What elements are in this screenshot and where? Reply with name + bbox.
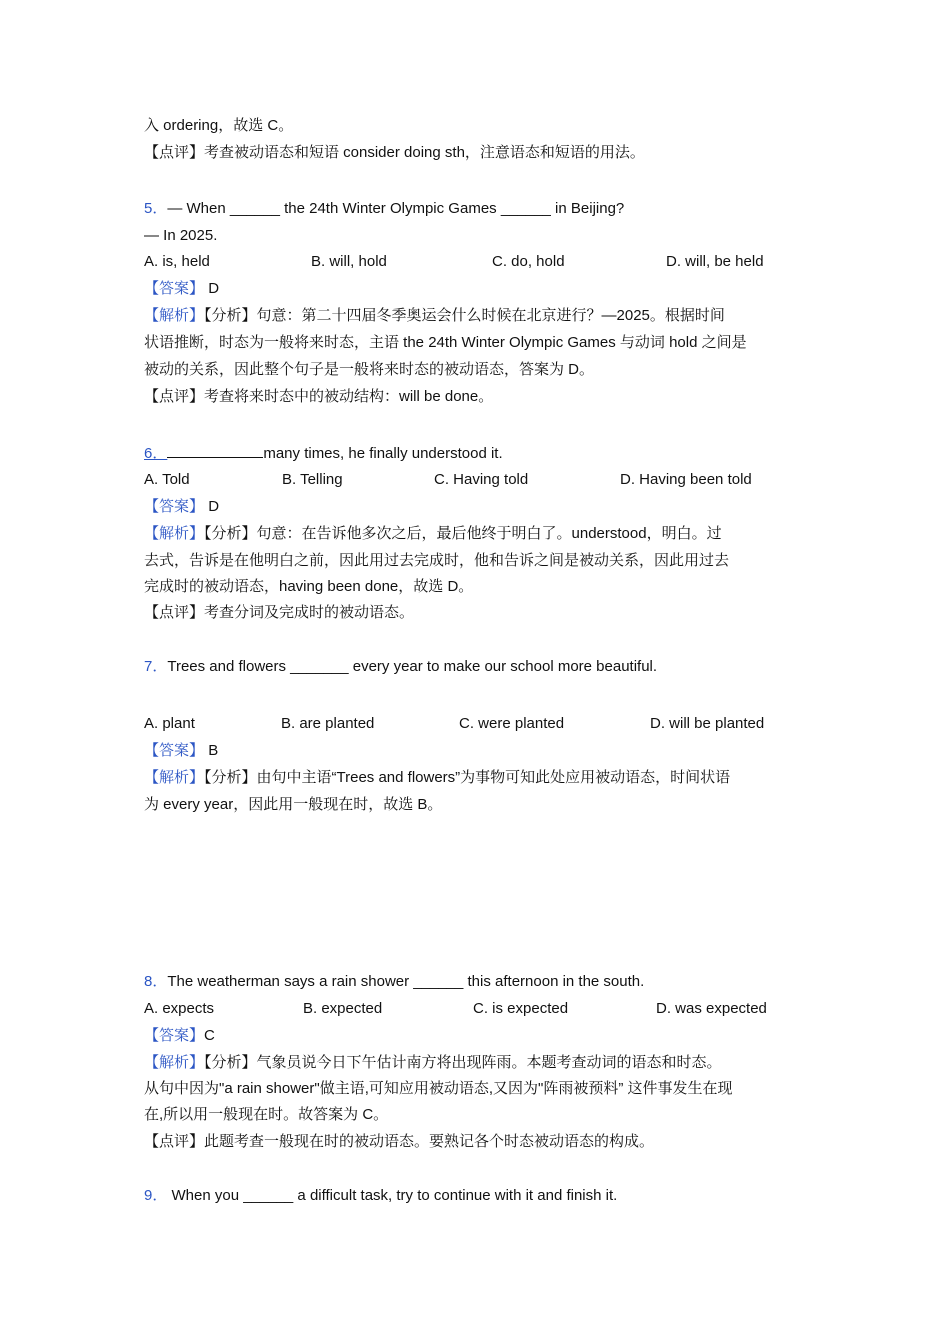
q7-analysis-l1: 【分析】由句中主语“Trees and flowers”为事物可知此处应用被动语态，时间状语 (204, 769, 731, 786)
q7-option-c: C. were planted (459, 715, 565, 732)
q8-stem-line (144, 972, 644, 992)
prev-line: 入 ordering，故选 C。 (144, 117, 294, 134)
q6-answer-tag: 【答案】 (144, 498, 205, 515)
q8-stem: The weatherman says a rain shower ______ this afternoon in the south. (167, 973, 645, 990)
q9-stem-line (144, 1186, 617, 1206)
q5-answer-value: D (208, 280, 220, 297)
q6-option-b: B. Telling (282, 471, 343, 488)
q8-answer-value: C (204, 1027, 215, 1044)
q5-stem2: — In 2025. (144, 227, 218, 244)
q8-analysis-tag: 【解析】 (144, 1054, 205, 1071)
q8-number: 8． (144, 973, 168, 990)
q6-comment: 【点评】考查分词及完成时的被动语态。 (144, 604, 415, 621)
q5-answer-tag: 【答案】 (144, 280, 205, 297)
q5-stem-line (144, 199, 624, 219)
q7-stem: Trees and flowers _______ every year to make our school more beautiful. (167, 658, 658, 675)
q8-option-b: B. expected (303, 1000, 383, 1017)
q6-stem-line (144, 443, 503, 464)
q6-option-a: A. Told (144, 471, 190, 488)
q6-analysis (144, 524, 722, 544)
q7-stem-line (144, 657, 657, 677)
q6-analysis-l2: 去式，告诉是在他明白之前，因此用过去完成时，他和告诉之间是被动关系，因此用过去 (144, 552, 730, 569)
q6-analysis-l3: 完成时的被动语态，having been done，故选 D。 (144, 578, 474, 595)
q5-analysis (144, 306, 725, 326)
q6-option-c: C. Having told (434, 471, 529, 488)
q5-analysis-l2: 状语推断，时态为一般将来时态，主语 the 24th Winter Olympic Games 与动词 hold 之间是 (144, 334, 747, 351)
q8-analysis (144, 1053, 722, 1073)
q8-option-a: A. expects (144, 1000, 215, 1017)
q5-option-b: B. will, hold (311, 253, 387, 270)
q6-analysis-l1: 【分析】句意：在告诉他多次之后，最后他终于明白了。understood，明白。过 (204, 525, 722, 542)
q6-option-d: D. Having been told (620, 471, 752, 488)
q8-answer-tag: 【答案】 (144, 1027, 205, 1044)
q6-stem: many times, he finally understood it. (263, 445, 503, 462)
q8-answer (144, 1026, 215, 1046)
q7-option-b: B. are planted (281, 715, 375, 732)
q9-stem: When you ______ a difficult task, try to continue with it and finish it. (167, 1187, 618, 1204)
q7-analysis-tag: 【解析】 (144, 769, 205, 786)
q5-number: 5． (144, 200, 168, 217)
q5-answer (144, 279, 219, 299)
q7-analysis (144, 768, 730, 788)
q5-option-a: A. is, held (144, 253, 210, 270)
q7-option-d: D. will be planted (650, 715, 765, 732)
q5-option-d: D. will, be held (666, 253, 764, 270)
q6-answer (144, 497, 219, 517)
q6-number: 6． (144, 445, 168, 462)
q7-answer-tag: 【答案】 (144, 742, 205, 759)
q7-analysis-l2: 为 every year，因此用一般现在时，故选 B。 (144, 796, 443, 813)
q5-analysis-l1: 【分析】句意：第二十四届冬季奥运会什么时候在北京进行？—2025。根据时间 (204, 307, 725, 324)
q5-comment: 【点评】考查将来时态中的被动结构：will be done。 (144, 388, 494, 405)
q7-answer-value: B (208, 742, 219, 759)
q7-answer (144, 741, 218, 761)
q6-blank (167, 443, 263, 458)
q5-stem: — When ______ the 24th Winter Olympic Games ______ in Beijing? (167, 200, 625, 217)
q8-analysis-l2: 从句中因为"a rain shower"做主语,可知应用被动语态,又因为"阵雨被预料” 这件事发生在现 (144, 1080, 733, 1097)
q5-option-c: C. do, hold (492, 253, 565, 270)
q5-analysis-tag: 【解析】 (144, 307, 205, 324)
q5-analysis-l3: 被动的关系，因此整个句子是一般将来时态的被动语态，答案为 D。 (144, 361, 595, 378)
q7-option-a: A. plant (144, 715, 195, 732)
q8-analysis-l1: 【分析】气象员说今日下午估计南方将出现阵雨。本题考查动词的语态和时态。 (204, 1054, 722, 1071)
q9-number: 9． (144, 1187, 168, 1204)
q6-answer-value: D (208, 498, 220, 515)
q8-comment: 【点评】此题考查一般现在时的被动语态。要熟记各个时态被动语态的构成。 (144, 1133, 655, 1150)
prev-comment: 【点评】考查被动语态和短语 consider doing sth，注意语态和短语的用法。 (144, 144, 645, 161)
q6-analysis-tag: 【解析】 (144, 525, 205, 542)
q8-analysis-l3: 在,所以用一般现在时。故答案为 C。 (144, 1106, 389, 1123)
q8-option-c: C. is expected (473, 1000, 569, 1017)
q8-option-d: D. was expected (656, 1000, 767, 1017)
q7-number: 7． (144, 658, 168, 675)
